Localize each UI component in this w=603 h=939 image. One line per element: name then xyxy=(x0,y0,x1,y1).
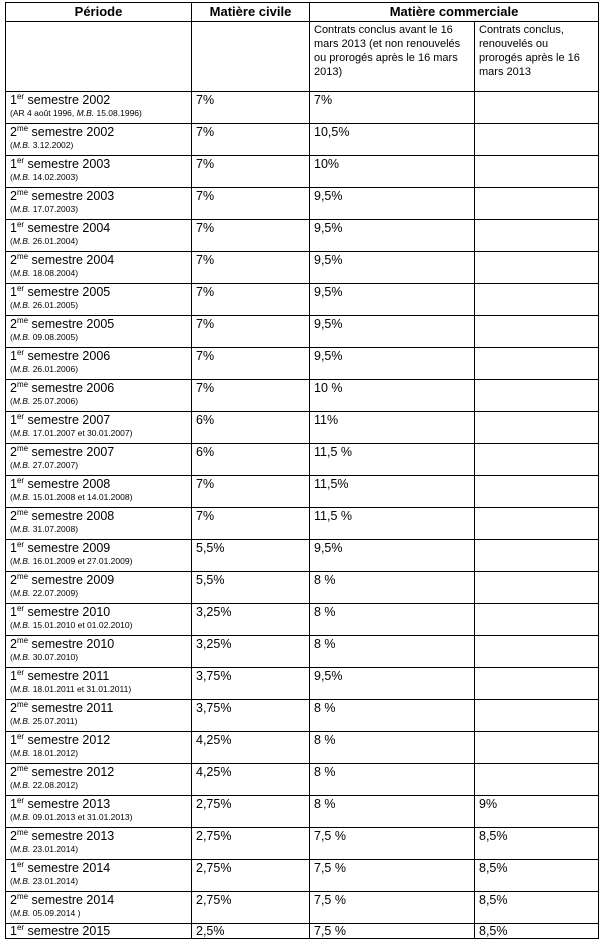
period-reference: (M.B. 22.07.2009) xyxy=(10,588,79,598)
commercial-before-rate-cell: 10% xyxy=(310,156,475,188)
commercial-after-rate-cell xyxy=(475,348,599,380)
period-semester-year: semestre 2011 xyxy=(24,669,110,683)
commercial-after-rate-cell: 8,5% xyxy=(475,860,599,892)
period-semester-year: semestre 2007 xyxy=(24,413,111,427)
civil-rate-cell: 7% xyxy=(192,380,310,412)
civil-rate-cell: 7% xyxy=(192,252,310,284)
civil-rate-cell: 3,25% xyxy=(192,604,310,636)
commercial-before-rate-cell: 9,5% xyxy=(310,284,475,316)
commercial-after-rate-cell xyxy=(475,412,599,444)
civil-rate-cell: 7% xyxy=(192,316,310,348)
civil-rate-cell: 2,5% xyxy=(192,924,310,939)
table-row xyxy=(6,188,599,220)
period-semester-year: semestre 2005 xyxy=(24,285,111,299)
commercial-before-rate-cell: 7,5 % xyxy=(310,892,475,924)
civil-rate-cell: 7% xyxy=(192,124,310,156)
period-ordinal: er xyxy=(16,92,25,101)
period-reference: (M.B. 23.01.2014) xyxy=(10,844,79,854)
period-number: 1 xyxy=(10,861,17,875)
period-label xyxy=(10,413,187,427)
period-cell xyxy=(6,252,192,284)
period-reference: (M.B. 09.01.2013 et 31.01.2013) xyxy=(10,812,133,822)
period-cell xyxy=(6,924,192,939)
period-number: 1 xyxy=(10,93,17,107)
commercial-after-rate-cell xyxy=(475,124,599,156)
period-semester-year: semestre 2005 xyxy=(28,317,115,331)
period-cell xyxy=(6,604,192,636)
period-semester-year: semestre 2014 xyxy=(28,893,115,907)
table-row xyxy=(6,220,599,252)
period-number: 1 xyxy=(10,605,17,619)
table-row xyxy=(6,156,599,188)
period-cell xyxy=(6,892,192,924)
period-cell xyxy=(6,732,192,764)
period-number: 1 xyxy=(10,221,17,235)
civil-rate-cell: 7% xyxy=(192,348,310,380)
period-cell xyxy=(6,348,192,380)
period-ordinal: er xyxy=(16,412,25,421)
table-row xyxy=(6,924,599,939)
commercial-before-rate-cell: 7,5 % xyxy=(310,828,475,860)
period-cell xyxy=(6,476,192,508)
period-cell xyxy=(6,316,192,348)
table-row xyxy=(6,604,599,636)
civil-rate-cell: 2,75% xyxy=(192,796,310,828)
period-number: 1 xyxy=(10,157,17,171)
civil-rate-cell: 6% xyxy=(192,412,310,444)
period-cell xyxy=(6,828,192,860)
period-reference: (M.B. 15.01.2010 et 01.02.2010) xyxy=(10,620,133,630)
civil-rate-cell: 7% xyxy=(192,508,310,540)
period-number: 2 xyxy=(10,125,17,139)
period-reference: (M.B. 26.01.2006) xyxy=(10,364,79,374)
commercial-before-rate-cell: 9,5% xyxy=(310,540,475,572)
period-reference: (M.B. 18.01.2011 et 31.01.2011) xyxy=(10,684,132,694)
period-reference: (M.B. 31.07.2008) xyxy=(10,524,79,534)
commercial-after-rate-cell: 9% xyxy=(475,796,599,828)
period-label xyxy=(10,157,187,171)
period-label xyxy=(10,924,187,938)
header-commercial: Matière commerciale xyxy=(310,3,599,22)
period-label xyxy=(10,733,187,747)
table-row xyxy=(6,668,599,700)
commercial-before-rate-cell: 7,5 % xyxy=(310,924,475,939)
period-reference: (M.B. 16.01.2009 et 27.01.2009) xyxy=(10,556,133,566)
civil-rate-cell: 7% xyxy=(192,156,310,188)
period-number: 2 xyxy=(10,317,17,331)
period-semester-year: semestre 2010 xyxy=(28,637,115,651)
commercial-after-rate-cell xyxy=(475,476,599,508)
table-row xyxy=(6,124,599,156)
period-number: 1 xyxy=(10,733,17,747)
table-row xyxy=(6,828,599,860)
period-number: 2 xyxy=(10,701,17,715)
period-cell xyxy=(6,764,192,796)
table-row xyxy=(6,444,599,476)
period-number: 2 xyxy=(10,829,17,843)
period-reference: (M.B. 17.01.2007 et 30.01.2007) xyxy=(10,428,133,438)
period-number: 1 xyxy=(10,285,17,299)
subheader-period-empty xyxy=(6,22,192,92)
period-reference: (M.B. 17.07.2003) xyxy=(10,204,79,214)
commercial-after-rate-cell xyxy=(475,252,599,284)
civil-rate-cell: 7% xyxy=(192,220,310,252)
period-ordinal: me xyxy=(16,508,29,517)
table-body xyxy=(6,92,599,939)
interest-rate-table xyxy=(5,2,599,939)
period-cell xyxy=(6,540,192,572)
period-cell xyxy=(6,508,192,540)
commercial-before-rate-cell: 11,5 % xyxy=(310,508,475,540)
period-cell xyxy=(6,380,192,412)
period-label xyxy=(10,829,187,843)
civil-rate-cell: 7% xyxy=(192,284,310,316)
period-ordinal: er xyxy=(16,604,25,613)
commercial-before-rate-cell: 8 % xyxy=(310,572,475,604)
period-reference: (M.B. 18.08.2004) xyxy=(10,268,79,278)
period-number: 2 xyxy=(10,253,17,267)
period-semester-year: semestre 2011 xyxy=(28,701,114,715)
commercial-after-rate-cell xyxy=(475,572,599,604)
period-cell xyxy=(6,156,192,188)
commercial-after-rate-cell xyxy=(475,540,599,572)
table-row xyxy=(6,732,599,764)
commercial-after-rate-cell xyxy=(475,220,599,252)
period-reference: (M.B. 25.07.2011) xyxy=(10,716,78,726)
period-reference: (M.B. 14.02.2003) xyxy=(10,172,79,182)
table-row xyxy=(6,796,599,828)
commercial-before-rate-cell: 8 % xyxy=(310,796,475,828)
period-reference: (M.B. 23.01.2014) xyxy=(10,876,79,886)
period-semester-year: semestre 2003 xyxy=(24,157,111,171)
period-semester-year: semestre 2013 xyxy=(28,829,115,843)
period-semester-year: semestre 2009 xyxy=(24,541,111,555)
commercial-before-rate-cell: 8 % xyxy=(310,636,475,668)
period-cell xyxy=(6,284,192,316)
commercial-before-rate-cell: 11% xyxy=(310,412,475,444)
period-number: 2 xyxy=(10,445,17,459)
period-label xyxy=(10,381,187,395)
table-row xyxy=(6,316,599,348)
period-ordinal: er xyxy=(16,668,25,677)
table-row xyxy=(6,412,599,444)
table-row xyxy=(6,572,599,604)
commercial-before-rate-cell: 7% xyxy=(310,92,475,124)
period-ordinal: er xyxy=(16,796,25,805)
table-row xyxy=(6,700,599,732)
commercial-after-rate-cell xyxy=(475,604,599,636)
subheader-civil-empty xyxy=(192,22,310,92)
period-semester-year: semestre 2002 xyxy=(24,93,111,107)
period-ordinal: me xyxy=(16,316,29,325)
civil-rate-cell: 3,25% xyxy=(192,636,310,668)
period-semester-year: semestre 2012 xyxy=(28,765,115,779)
commercial-after-rate-cell: 8,5% xyxy=(475,828,599,860)
period-number: 2 xyxy=(10,509,17,523)
commercial-after-rate-cell: 8,5% xyxy=(475,892,599,924)
period-cell xyxy=(6,668,192,700)
period-semester-year: semestre 2003 xyxy=(28,189,115,203)
period-reference: (M.B. 3.12.2002) xyxy=(10,140,74,150)
period-semester-year: semestre 2004 xyxy=(28,253,115,267)
table-row xyxy=(6,540,599,572)
period-label xyxy=(10,253,187,267)
period-semester-year: semestre 2007 xyxy=(28,445,115,459)
period-label xyxy=(10,573,187,587)
period-ordinal: me xyxy=(16,828,29,837)
period-cell xyxy=(6,124,192,156)
period-label xyxy=(10,701,187,715)
period-label xyxy=(10,349,187,363)
period-number: 2 xyxy=(10,573,17,587)
civil-rate-cell: 7% xyxy=(192,188,310,220)
period-ordinal: me xyxy=(16,572,29,581)
civil-rate-cell: 3,75% xyxy=(192,700,310,732)
period-ordinal: me xyxy=(16,124,29,133)
period-label xyxy=(10,669,187,683)
table-row xyxy=(6,92,599,124)
civil-rate-cell: 5,5% xyxy=(192,572,310,604)
period-cell xyxy=(6,796,192,828)
period-number: 1 xyxy=(10,349,17,363)
period-semester-year: semestre 2006 xyxy=(28,381,115,395)
table-row xyxy=(6,636,599,668)
period-ordinal: me xyxy=(16,764,29,773)
table-row xyxy=(6,476,599,508)
period-reference: (M.B. 25.07.2006) xyxy=(10,396,79,406)
table-row xyxy=(6,892,599,924)
commercial-before-rate-cell: 8 % xyxy=(310,700,475,732)
civil-rate-cell: 2,75% xyxy=(192,828,310,860)
period-label xyxy=(10,765,187,779)
table-row xyxy=(6,284,599,316)
period-ordinal: er xyxy=(16,732,25,741)
period-ordinal: me xyxy=(16,380,29,389)
header-period: Période xyxy=(6,3,192,22)
commercial-before-rate-cell: 9,5% xyxy=(310,188,475,220)
period-cell xyxy=(6,412,192,444)
period-semester-year: semestre 2006 xyxy=(24,349,111,363)
commercial-after-rate-cell xyxy=(475,92,599,124)
period-semester-year: semestre 2015 xyxy=(24,924,111,938)
period-reference: (M.B. 15.01.2008 et 14.01.2008) xyxy=(10,492,133,502)
period-number: 2 xyxy=(10,189,17,203)
commercial-before-rate-cell: 11,5 % xyxy=(310,444,475,476)
commercial-after-rate-cell xyxy=(475,636,599,668)
commercial-before-rate-cell: 9,5% xyxy=(310,252,475,284)
table-row xyxy=(6,348,599,380)
commercial-after-rate-cell xyxy=(475,444,599,476)
period-cell xyxy=(6,572,192,604)
period-label xyxy=(10,93,187,107)
period-ordinal: er xyxy=(16,923,25,932)
commercial-before-rate-cell: 10,5% xyxy=(310,124,475,156)
subheader-row xyxy=(6,22,599,92)
subheader-after-2013: Contrats conclus, renouvelés ou prorogés après le 16 mars 2013 xyxy=(475,22,599,92)
commercial-before-rate-cell: 9,5% xyxy=(310,668,475,700)
commercial-before-rate-cell: 8 % xyxy=(310,764,475,796)
period-cell xyxy=(6,444,192,476)
period-semester-year: semestre 2004 xyxy=(24,221,111,235)
period-cell xyxy=(6,860,192,892)
period-semester-year: semestre 2013 xyxy=(24,797,111,811)
period-ordinal: er xyxy=(16,284,25,293)
period-semester-year: semestre 2008 xyxy=(28,509,115,523)
period-number: 2 xyxy=(10,765,17,779)
header-civil: Matière civile xyxy=(192,3,310,22)
period-ordinal: me xyxy=(16,892,29,901)
period-number: 1 xyxy=(10,924,17,938)
period-cell xyxy=(6,188,192,220)
period-number: 1 xyxy=(10,797,17,811)
period-reference: (M.B. 05.09.2014 ) xyxy=(10,908,81,918)
commercial-before-rate-cell: 11,5% xyxy=(310,476,475,508)
period-number: 1 xyxy=(10,413,17,427)
period-label xyxy=(10,797,187,811)
period-semester-year: semestre 2002 xyxy=(28,125,115,139)
period-label xyxy=(10,861,187,875)
commercial-after-rate-cell xyxy=(475,156,599,188)
commercial-before-rate-cell: 9,5% xyxy=(310,348,475,380)
period-label xyxy=(10,125,187,139)
period-cell xyxy=(6,92,192,124)
period-cell xyxy=(6,636,192,668)
period-label xyxy=(10,317,187,331)
period-number: 2 xyxy=(10,893,17,907)
period-reference: (M.B. 27.07.2007) xyxy=(10,460,79,470)
period-number: 1 xyxy=(10,669,17,683)
period-label xyxy=(10,541,187,555)
period-number: 2 xyxy=(10,637,17,651)
period-semester-year: semestre 2012 xyxy=(24,733,111,747)
period-ordinal: er xyxy=(16,860,25,869)
period-number: 1 xyxy=(10,477,17,491)
period-label xyxy=(10,637,187,651)
civil-rate-cell: 6% xyxy=(192,444,310,476)
period-ordinal: er xyxy=(16,476,25,485)
period-ordinal: me xyxy=(16,636,29,645)
period-number: 1 xyxy=(10,541,17,555)
civil-rate-cell: 5,5% xyxy=(192,540,310,572)
civil-rate-cell: 7% xyxy=(192,92,310,124)
commercial-after-rate-cell xyxy=(475,316,599,348)
period-reference: (AR 4 août 1996, M.B. 15.08.1996) xyxy=(10,108,142,118)
period-label xyxy=(10,445,187,459)
period-ordinal: er xyxy=(16,540,25,549)
period-number: 2 xyxy=(10,381,17,395)
commercial-after-rate-cell xyxy=(475,668,599,700)
commercial-before-rate-cell: 8 % xyxy=(310,604,475,636)
period-reference: (M.B. 18.01.2012) xyxy=(10,748,79,758)
commercial-after-rate-cell xyxy=(475,732,599,764)
period-semester-year: semestre 2009 xyxy=(28,573,115,587)
period-label xyxy=(10,605,187,619)
commercial-after-rate-cell xyxy=(475,380,599,412)
commercial-before-rate-cell: 7,5 % xyxy=(310,860,475,892)
period-semester-year: semestre 2010 xyxy=(24,605,111,619)
commercial-before-rate-cell: 8 % xyxy=(310,732,475,764)
period-ordinal: er xyxy=(16,348,25,357)
period-ordinal: me xyxy=(16,700,29,709)
period-semester-year: semestre 2014 xyxy=(24,861,111,875)
civil-rate-cell: 4,25% xyxy=(192,732,310,764)
period-ordinal: me xyxy=(16,188,29,197)
period-reference: (M.B. 26.01.2004) xyxy=(10,236,79,246)
header-row xyxy=(6,3,599,22)
civil-rate-cell: 2,75% xyxy=(192,892,310,924)
civil-rate-cell: 2,75% xyxy=(192,860,310,892)
table-row xyxy=(6,764,599,796)
commercial-after-rate-cell xyxy=(475,284,599,316)
period-ordinal: me xyxy=(16,444,29,453)
period-label xyxy=(10,893,187,907)
period-cell xyxy=(6,700,192,732)
commercial-after-rate-cell: 8,5% xyxy=(475,924,599,939)
subheader-before-2013: Contrats conclus avant le 16 mars 2013 (et non renouvelés ou prorogés après le 16 mars 2013) xyxy=(310,22,475,92)
commercial-after-rate-cell xyxy=(475,508,599,540)
civil-rate-cell: 3,75% xyxy=(192,668,310,700)
commercial-after-rate-cell xyxy=(475,700,599,732)
period-label xyxy=(10,285,187,299)
period-reference: (M.B. 30.07.2010) xyxy=(10,652,79,662)
period-cell xyxy=(6,220,192,252)
period-ordinal: er xyxy=(16,156,25,165)
commercial-before-rate-cell: 10 % xyxy=(310,380,475,412)
period-label xyxy=(10,477,187,491)
period-label xyxy=(10,509,187,523)
table-row xyxy=(6,252,599,284)
civil-rate-cell: 7% xyxy=(192,476,310,508)
period-ordinal: er xyxy=(16,220,25,229)
period-ordinal: me xyxy=(16,252,29,261)
commercial-after-rate-cell xyxy=(475,764,599,796)
period-label xyxy=(10,221,187,235)
period-reference: (M.B. 26.01.2005) xyxy=(10,300,79,310)
commercial-before-rate-cell: 9,5% xyxy=(310,220,475,252)
civil-rate-cell: 4,25% xyxy=(192,764,310,796)
table-row xyxy=(6,508,599,540)
table-row xyxy=(6,860,599,892)
period-label xyxy=(10,189,187,203)
period-reference: (M.B. 09.08.2005) xyxy=(10,332,79,342)
period-semester-year: semestre 2008 xyxy=(24,477,111,491)
commercial-after-rate-cell xyxy=(475,188,599,220)
period-reference: (M.B. 22.08.2012) xyxy=(10,780,79,790)
commercial-before-rate-cell: 9,5% xyxy=(310,316,475,348)
table-row xyxy=(6,380,599,412)
